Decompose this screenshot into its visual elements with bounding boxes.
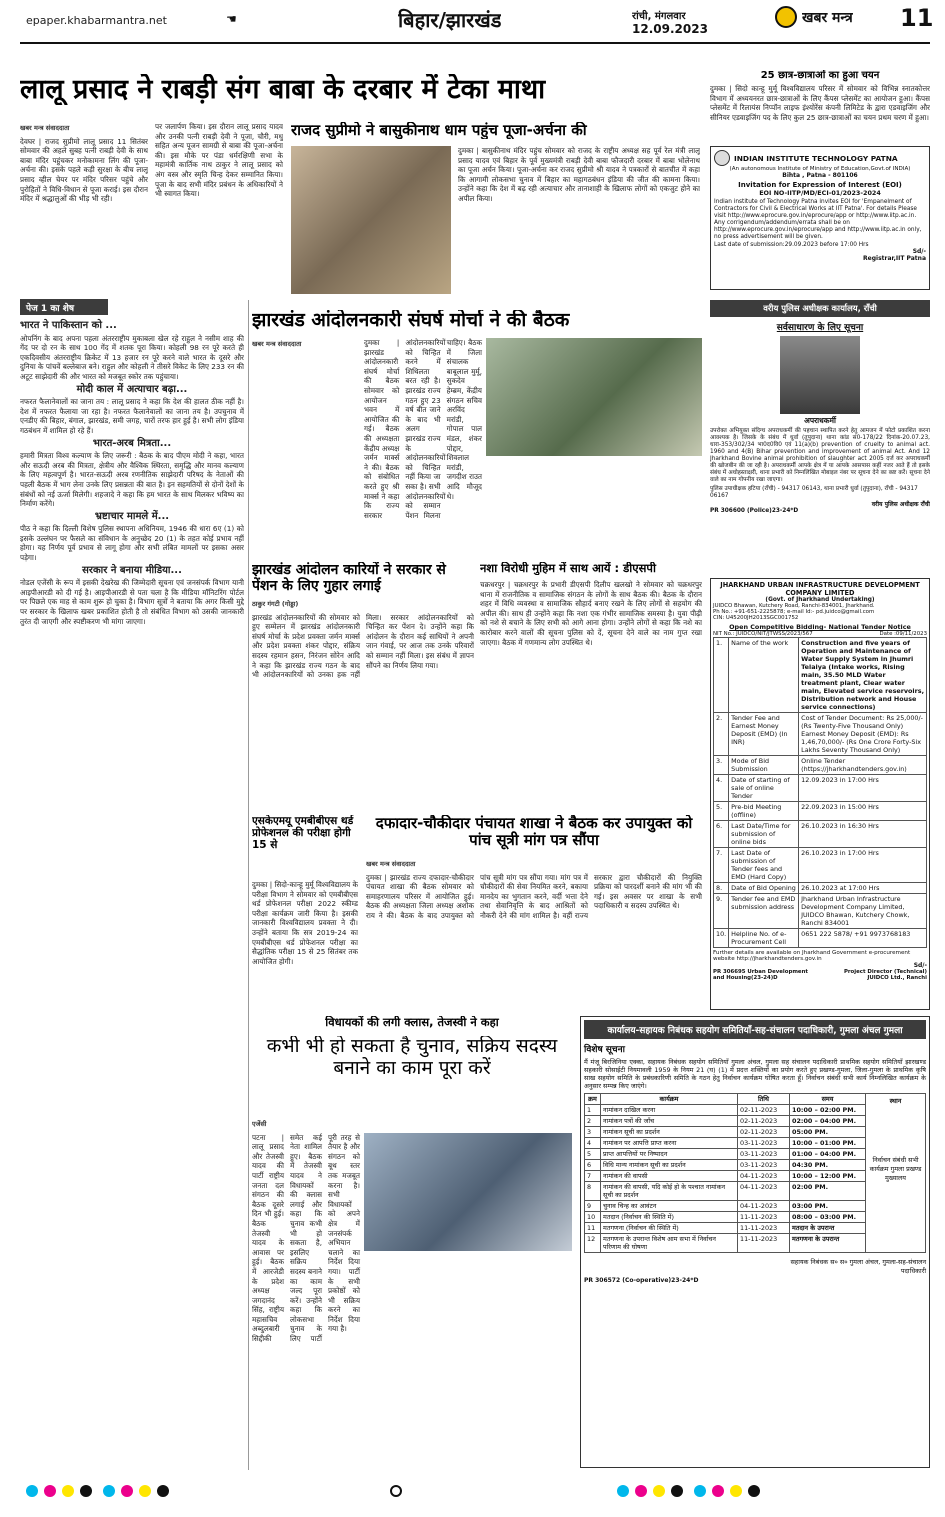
sahkari-cell: 2 <box>585 1116 601 1127</box>
sahkari-table-row <box>585 1182 866 1201</box>
dafadar-text: दुमका | झारखंड राज्य दफादार-चौकीदार पंचायत शाखा की बैठक सोमवार को समाहरणालय परिसर में आयोजित हुई। बैठक की अध्यक्षता जिला अध्यक्ष अशोक राय ने की। बैठक के बाद उपायुक्त को पांच सूत्री मांग पत्र सौंपा गया। मांग पत्र में चौकीदारों की सेवा नियमित करने, बकाया मानदेय का भुगतान करने, वर्दी भत्ता देने तथा सेवानिवृत्ति के बाद आश्रितों को नौकरी देने की मांग शामिल है। वहीं राज्य सरकार द्वारा चौकीदारों की नियुक्ति प्रक्रिया को पारदर्शी बनाने की मांग भी की गई। इस अवसर पर शाखा के सभी पदाधिकारी व सदस्य उपस्थित थे। <box>366 872 702 920</box>
jidco-table-row <box>714 775 927 802</box>
drugs-text: चक्रधरपुर | चक्रधरपुर के प्रभारी डीएसपी दिलीप खलखो ने सोमवार को चक्रधरपुर थाना में राजनीतिक व सामाजिक संगठन के लोगों के साथ बैठक की। बैठक के दौरान शहर में विधि व्यवस्था व सामाजिक सौहार्द बनाए रखने के लिए लोगों से सहयोग की अपील की। साथ ही उन्होंने कहा कि नशा एक गंभीर सामाजिक समस्या है। युवा पीढ़ी को नशे से बचाने के लिए सभी को आगे आना होगा। उन्होंने लोगों से कहा कि नशे का कारोबार करने वालों की सूचना पुलिस को दें, सूचना देने वाले का नाम गुप्त रखा जाएगा। बैठक में गणमान्य लोग उपस्थित थे। <box>480 580 702 647</box>
registration-mark-icon <box>390 1485 402 1497</box>
dafadar-byline: खबर मन्त्र संवाददाता <box>366 860 416 868</box>
jidco-cell: 5. <box>714 802 729 821</box>
sahkari-table-row <box>585 1116 866 1127</box>
iit-name: INDIAN INSTITUTE TECHNOLOGY PATNA <box>734 153 898 163</box>
jidco-cell: 26.10.2023 at 17:00 Hrs <box>799 883 927 894</box>
police-notice <box>710 300 930 572</box>
jidco-cell: Mode of Bid Submission <box>729 756 799 775</box>
footer-color-bar <box>26 1482 922 1502</box>
sahkari-cell: 02-11-2023 <box>738 1116 790 1127</box>
jidco-cin: CIN: U45200JH2013SGC001752 <box>713 615 799 621</box>
sahkari-cell: 3 <box>585 1127 601 1138</box>
police-contact: पुलिस उपाधीक्षक हटिया (राँची) - 94317 06143, थाना प्रभारी धुर्वा (तुपुदाना), राँची - 94317 06167 <box>710 486 918 499</box>
jidco-cell: 0651 222 5878/ +91 9973768183 <box>799 929 927 948</box>
sahkari-table-row <box>585 1201 866 1212</box>
tejashwi-headline: कभी भी हो सकता है चुनाव, सक्रिय सदस्य बनाने का काम पूरा करें <box>266 1036 558 1079</box>
jidco-sign: Sd/- <box>913 962 927 969</box>
sahkari-cell: 04-11-2023 <box>738 1171 790 1182</box>
jidco-table-row <box>714 894 927 929</box>
cont-text-3: हमारी मित्रता विश्व कल्याण के लिए जरूरी : बैठक के बाद पीएम मोदी ने कहा, भारत और सऊदी अरब की मित्रता, क्षेत्रीय और वैश्विक स्थिरता, समृद्धि और मानव कल्याण के लिए महत्वपूर्ण है। भारत-सऊदी अरब रणनीतिक साझेदारी परिषद के नेताओं की पहली बैठक में भाग लेना उनके लिए प्रसन्नता की बात है। इन सहमतियों से दोनों देशों के संबंधों को नई ऊर्जा मिलेगी। शहजादे ने कहा कि हम भारत के साथ मिलकर भविष्य का निर्माण करेंगे। <box>20 451 244 509</box>
campus-headline: 25 छात्र-छात्राओं का हुआ चयन <box>760 70 880 81</box>
sahkari-cell: 9 <box>585 1201 601 1212</box>
sahkari-table-row <box>585 1105 866 1116</box>
jidco-cell: 2. <box>714 713 729 756</box>
issue-date: 12.09.2023 <box>632 22 708 36</box>
sahkari-cell: नामांकन की वापसी, यदि कोई हो के पश्चात नामांकन सूची का प्रदर्शन <box>601 1182 738 1201</box>
brand-logo-icon <box>775 6 797 28</box>
sahkari-cell: 10:00 – 02:00 PM. <box>790 1105 866 1116</box>
iit-sign: Sd/- <box>912 248 926 255</box>
sahkari-cell: 11-11-2023 <box>738 1212 790 1223</box>
sahkari-cell: विधि मान्य नामांकन सूची का प्रदर्शन <box>601 1160 738 1171</box>
lead-headline: लालू प्रसाद ने राबड़ी संग बाबा के दरबार में टेका माथा <box>20 74 546 105</box>
iit-body: Indian institute of Technology Patna invites EOI for 'Empanelment of Contractors for Civil & Electrical Works at IIT Patna'. For details Please visit http://www.eprocure.gov.in/eprocure/app or http://www.iitp.ac.in. Any corrigendum/addendum/errata shall be on http://www.eprocure.gov.in/eprocure/app and http://www.iitp.ac.in only, no press advertisement will be given. <box>714 199 922 240</box>
jidco-table-row <box>714 883 927 894</box>
sahkari-place: स्थान निर्वाचन संबंधी सभी कार्यक्रम गुमला प्रखण्ड मुख्यालय <box>866 1093 926 1253</box>
jidco-date: Date :09/11/2023 <box>879 631 927 637</box>
sahkari-sign: सहायक निबंधक स० स० गुमला अंचल, गुमला-सह-संचालन पदाधिकारी <box>790 1258 926 1275</box>
sangharsh-text: दुमका | झारखंड आंदोलनकारी संघर्ष मोर्चा की बैठक सोमवार को आयोजन भवन में आयोजित की गई। बैठक की अध्यक्षता केंद्रीय अध्यक्ष जर्मन मार्क्स ने की। बैठक को संबोधित करते हुए श्री मार्क्स ने कहा कि राज्य सरकार आंदोलनकारियों को चिन्हित करने में शिथिलता बरत रही है। झारखंड राज्य गठन हुए 23 वर्ष बीत जाने के बाद भी अलग झारखंड राज्य के आंदोलनकारियों को चिन्हित नहीं किया जा सका है। सभी आंदोलनकारियों को सम्मान पेंशन मिलना चाहिए। बैठक में जिला संचालक बाबूलाल मुर्मू, सुकदेव हेम्ब्रम, केंद्रीय संगठन सचिव अरविंद मरांडी, गोपाल पाल मंडल, शंकर पोद्दार, शिवलाल मरांडी, जगदीश राउत आदि मौजूद थे। <box>364 338 482 520</box>
sahkari-cell: 03-11-2023 <box>738 1149 790 1160</box>
cont-title-5: सरकार ने बनाया मीडिया... <box>82 564 182 576</box>
police-text: उपरोक्त अभियुक्त संदिग्ध अपराधकर्मी की पहचान स्थापित करने हेतु आमजन में फोटो प्रकाशित करना आवश्यक है। जिसके के संबंध में धुर्वा (तुपुदाना) थाना कांड सं0-178/22 दिनांक-20.07.23, धारा-353/302/34 भा0द0वि0 एवं 11(a)(b) prevention of cruelty to animal act. 1960 and 4(B) Bihar prevention and improvement of animal Act. And 12 Jharkhand Bovine animal prohibition of slaughter act 2005 दर्ज कर अपराधकर्मी की खोजबीन की जा रही है। अपराधकर्मी आपके क्षेत्र में या आपके आसपास कहीं नजर आते हैं तो इसके संबंध में अधोहस्ताक्षरी, थाना प्रभारी को निम्नलिखित मोबाइल नंबर पर सूचना देने का कष्ट करें। सूचना देने वाले का नाम गोपनीय रखा जाएगा। <box>710 428 930 483</box>
sahkari-cell: 7 <box>585 1171 601 1182</box>
iit-place: Bihta , Patna - 801106 <box>782 172 858 179</box>
iit-ad <box>710 146 930 290</box>
sahkari-cell: 5 <box>585 1149 601 1160</box>
accused-photo <box>780 336 860 414</box>
sahkari-cell: 11 <box>585 1223 601 1234</box>
pension-headline: झारखंड आंदोलन कारियों ने सरकार से पेंशन के लिए गुहार लगाई <box>252 562 446 595</box>
jidco-cell: Last Date of submission of Tender fees and EMD (Hard Copy) <box>729 848 799 883</box>
sahkari-cell: 11-11-2023 <box>738 1234 790 1253</box>
sahkari-table <box>584 1093 866 1253</box>
sahkari-notice-title: विशेष सूचना <box>584 1045 625 1055</box>
sahkari-table-row <box>585 1127 866 1138</box>
jidco-cell: 3. <box>714 756 729 775</box>
sahkari-cell: 04:30 PM. <box>790 1160 866 1171</box>
jidco-tender <box>710 578 930 1010</box>
jidco-cell: 26.10.2023 in 17:00 Hrs <box>799 848 927 883</box>
sahkari-cell: मतगणना (निर्वाचन की स्थिति में) <box>601 1223 738 1234</box>
jidco-cell: Online Tender (https://jharkhandtenders.gov.in) <box>799 756 927 775</box>
sahkari-cell: प्राप्त आपत्तियों पर निष्पादन <box>601 1149 738 1160</box>
sahkari-header-cell: समय <box>790 1094 866 1105</box>
sahkari-cell: 11-11-2023 <box>738 1223 790 1234</box>
mbbs-headline: एसकेएमयू एमबीबीएस थर्ड प्रोफेशनल की परीक्षा होगी 15 से <box>252 815 354 852</box>
jidco-table-row <box>714 638 927 713</box>
jidco-cell: 22.09.2023 in 15:00 Hrs <box>799 802 927 821</box>
sahkari-text: मैं मंजू बिरजिनिया एक्का, सहायक निबंधक सहयोग समितियाँ गुमला अंचल, गुमला सह संचालन पदाधिकारी प्राथमिक सहयोग समितियाँ झारखण्ड सहकारी सोसाईटी नियमावली 1959 के नियम 21 (घ) (1) में प्रदत्त शक्तियों का प्रयोग करते हुए प्रखण्ड-गुमला, जिला-गुमला के प्राथमिक कृषि साख सहयोग समिति के प्रबंधकारिणी समिति के गठन हेतु निर्वाचन कार्यक्रम घोषित करता हूँ। निर्वाचन संबंधी सभी कार्य निम्नलिखित कार्यक्रम के अनुसार सम्पन्न किए जाएंगे। <box>584 1058 926 1090</box>
jidco-cell: Tender Fee and Earnest Money Deposit (EMD) (In INR) <box>729 713 799 756</box>
jidco-pd: Project Director (Technical) JUIDCO Ltd., Ranchi <box>843 969 927 981</box>
sahkari-cell: 05:00 PM. <box>790 1127 866 1138</box>
iit-logo-icon <box>714 150 730 166</box>
jidco-contact: Ph No.: +91-651-2225878; e-mail Id:- pd.juidco@gmail.com <box>713 609 875 615</box>
lead-sub-text: दुमका | बासुकीनाथ मंदिर पहुंच सोमवार को राजद के राष्ट्रीय अध्यक्ष सह पूर्व रेल मंत्री लालू प्रसाद यादव एवं बिहार के पूर्व मुख्यमंत्री राबड़ी देवी बाबा फौजदारी दरबार में बाबा भोलेनाथ का पूजा अर्चन किया। पूजा-अर्चना कर राजद सुप्रीमो श्री यादव ने पत्रकारों से बातचीत में कहा कि आगामी लोकसभा चुनाव में बिहार का महागठबंधन इंडिया की जीत की कामना किया। उन्होंने कहा कि देश में बढ़ रही अत्याचार और तानाशाही के खिलाफ लोगों को एकजुट होने का अपील किया। <box>458 146 700 203</box>
sangharsh-byline: खबर मन्त्र संवाददाता <box>252 340 302 348</box>
sahkari-cell: मतगणना के उपरान्त विशेष आम सभा में निर्वाचन परिणाम की घोषणा <box>601 1234 738 1253</box>
iit-sub: (An autonomous Institute of Ministry of Education,Govt.of INDIA) <box>729 166 911 172</box>
jidco-cell: 1. <box>714 638 729 713</box>
cursor-icon: ☚ <box>226 12 237 26</box>
iit-ref: EOI NO-IITP/MD/ECI-01/2023-2024 <box>759 189 881 197</box>
cont-title-2: मोदी काल में अत्याचार बढ़ा... <box>76 383 188 395</box>
police-pr: PR 306600 (Police)23-24*D <box>710 508 799 514</box>
sahkari-table-row <box>585 1212 866 1223</box>
sahkari-cell: 02:00 PM. <box>790 1182 866 1201</box>
police-notice-title: सर्वसाधारण के लिए सूचना <box>776 323 864 333</box>
campus-text: दुमका | सिदो कान्हू मुर्मू विश्वविद्यालय परिसर में सोमवार को विभिन्न स्नातकोत्तर विभाग में अध्ययनरत छात्र-छात्राओं के लिए कैंपस प्लेसमेंट का आयोजन हुआ। कैंपस प्लेसमेंट में रिलायंस निप्पॉन लाइफ इंश्योरेंस कंपनी लिमिटेड के द्वारा एडवाइजिंग और सीनियर एडवाइजिंग पद के लिए कुल 25 छात्र-छात्राओं का चयन प्रथम चरण में हुआ। <box>710 84 930 122</box>
sangharsh-headline: झारखंड आंदोलनकारी संघर्ष मोर्चा ने की बैठक <box>252 310 570 331</box>
pension-text: झारखंड आंदोलनकारियों की सोमवार को हुए सम्मेलन में झारखंड आंदोलनकारी संघर्ष मोर्चा के प्रदेश प्रवक्ता जर्मन मार्क्स और प्रदेश प्रवक्ता शंकर पोद्दार, संक्रिय सदस्य रहमान हसन, निरंजन सोरेन आदि ने कहा कि झारखंड राज्य गठन के बाद भी आंदोलनकारियों को उनका हक नहीं मिला। सरकार आंदोलनकारियों को चिन्हित कर पेंशन दे। उन्होंने कहा कि आंदोलन के दौरान कई साथियों ने अपनी जान गंवाई, पर आज तक उनके परिवारों को सम्मान नहीं मिला। इस संबंध में ज्ञापन सौंपने का निर्णय लिया गया। <box>252 612 474 680</box>
sahkari-cell: 01:00 – 04:00 PM. <box>790 1149 866 1160</box>
sahkari-pr: PR 306572 (Co-operative)23-24*D <box>584 1277 699 1284</box>
jidco-title: Open Competitive Bidding- National Tender Notice <box>729 623 911 631</box>
sahkari-table-row <box>585 1149 866 1160</box>
page-number: 11 <box>900 4 934 32</box>
sahkari-header-cell: तिथि <box>738 1094 790 1105</box>
lead-byline: खबर मन्त्र संवाददाता <box>20 124 70 132</box>
lead-photo <box>291 146 451 294</box>
sahkari-table-row <box>585 1138 866 1149</box>
jidco-addr: JUIDCO Bhawan, Kutchery Road, Ranchi-834001, Jharkhand. <box>713 603 875 609</box>
tejashwi-text: पटना | लालू प्रसाद और तेजस्वी यादव की पार्टी राष्ट्रीय जनता दल संगठन की बैठक दूसरे दिन भी हुई। बैठक तेजस्वी यादव के आवास पर हुई। बैठक में आरजेडी के प्रदेश अध्यक्ष जगदानंद सिंह, राष्ट्रीय महासचिव अब्दुलबारी सिद्दीकी समेत कई नेता शामिल हुए। बैठक में तेजस्वी यादव ने विधायकों की क्लास लगाई और कहा कि चुनाव कभी भी हो सकता है, इसलिए सक्रिय सदस्य बनाने का काम जल्द पूरा करें। उन्होंने कहा कि लोकसभा चुनाव के लिए पार्टी पूरी तरह से तैयार है और संगठन को बूथ स्तर तक मजबूत करना है। सभी विधायकों को अपने क्षेत्र में जनसंपर्क अभियान चलाने का निर्देश दिया गया। पार्टी के सभी प्रकोष्ठों को भी सक्रिय करने का निर्देश दिया गया है। <box>252 1132 360 1344</box>
dafadar-story <box>366 858 702 1010</box>
cont-text-5: नोडल एजेंसी के रूप में इसकी देखरेख की जिम्मेदारी सूचना एवं जनसंपर्क विभाग यानी आइपीआरडी को दी गई है। आइपीआरडी से पता चला है कि मीडिया मॉनिटरिंग पोर्टल पर पिछले एक माह से काम शुरू हो चुका है। विभाग सूत्रों ने बताया कि अगर किसी मुद्दे पर सरकार के खिलाफ खबर प्रकाशित होती है तो संबंधित विभाग को उसकी जानकारी तुरंत दी जाएगी और स्पष्टीकरण भी मांगा जाएगा। <box>20 578 244 626</box>
jidco-cell: 12.09.2023 in 17:00 Hrs <box>799 775 927 802</box>
tejashwi-photo <box>364 1133 572 1251</box>
sahkari-place-header: स्थान <box>889 1097 902 1105</box>
continuation-column <box>20 318 244 1468</box>
sangharsh-story <box>252 338 702 558</box>
sahkari-cell: 12 <box>585 1234 601 1253</box>
sahkari-cell: 02-11-2023 <box>738 1127 790 1138</box>
sahkari-notice <box>580 1016 930 1468</box>
sahkari-cell: चुनाव चिन्ह का आवंटन <box>601 1201 738 1212</box>
sahkari-cell: 10 <box>585 1212 601 1223</box>
sahkari-office: कार्यालय-सहायक निबंधक सहयोग समितियाँ-सह-संचालन पदाधिकारी, गुमला अंचल गुमला <box>584 1020 926 1039</box>
cont-text-4: पीठ ने कहा कि दिल्ली विशेष पुलिस स्थापना अधिनियम, 1946 की धारा 6ए (1) को इसके उल्लंघन पर फैसले का संविधान के अनुच्छेद 20 (1) के तहत कोई प्रभाव नहीं होगा। यह निर्णय पूर्व प्रभाव से लागू होगा और सभी लंबित मामलों पर इसका असर पड़ेगा। <box>20 524 244 563</box>
sahkari-header-cell: क्रम <box>585 1094 601 1105</box>
sahkari-cell: 4 <box>585 1138 601 1149</box>
sangharsh-photo <box>486 338 702 456</box>
jidco-cell: 4. <box>714 775 729 802</box>
jidco-cell: Helpline No. of e-Procurement Cell <box>729 929 799 948</box>
sahkari-cell: नामांकन की वापसी <box>601 1171 738 1182</box>
pension-story <box>252 598 474 808</box>
sahkari-cell: नामांकन दाखिल करना <box>601 1105 738 1116</box>
sahkari-cell: 02-11-2023 <box>738 1105 790 1116</box>
jidco-cell: Jharkhand Urban Infrastructure Development Company Limited, JUIDCO Bhawan, Kutchery Chowk, Ranchi 834001 <box>799 894 927 929</box>
dafadar-headline: दफादार-चौकीदार पंचायत शाखा ने बैठक कर उपायुक्त को पांच सूत्री मांग पत्र सौंपा <box>375 815 693 850</box>
sahkari-table-row <box>585 1160 866 1171</box>
sahkari-cell: 03-11-2023 <box>738 1138 790 1149</box>
sahkari-cell: नामांकन सूची का प्रदर्शन <box>601 1127 738 1138</box>
sahkari-cell: 04-11-2023 <box>738 1201 790 1212</box>
sahkari-cell: 08:00 – 03:00 PM. <box>790 1212 866 1223</box>
jidco-cell: Name of the work <box>729 638 799 713</box>
brand-name: खबर मन्त्र <box>802 10 853 26</box>
sahkari-cell: 03-11-2023 <box>738 1160 790 1171</box>
sahkari-cell: मतदान के उपरान्त <box>790 1223 866 1234</box>
sahkari-cell: 6 <box>585 1160 601 1171</box>
lead-text-1: देवघर | राजद सुप्रीमो लालू प्रसाद 11 सितंबर सोमवार की अहले सुबह पत्नी राबड़ी देवी के साथ बाबा मंदिर पहुंचकर मनोकामना लिंग की पूजा-अर्चना की। इसके पहले कड़ी सुरक्षा के बीच लालू प्रसाद व्हील चेयर पर मंदिर परिसर पहुंचे और पुरोहितों ने विधि-विधान से पूजा कराई। इस दौरान मंदिर में श्रद्धालुओं की भीड़ भी रही। <box>20 136 148 204</box>
sahkari-cell: 02:00 – 04:00 PM. <box>790 1116 866 1127</box>
jidco-cell: Date of Bid Opening <box>729 883 799 894</box>
sahkari-table-row <box>585 1171 866 1182</box>
jidco-cell: Construction and five years of Operation and Maintenance of Water Supply System in Jhumri Telaiya (Intake works, Rising main, 35.50 MLD Water treatment plant, Clear water main, Elevated service reservoirs, Distribution network and House service connections) <box>799 638 927 713</box>
sahkari-cell: 04-11-2023 <box>738 1182 790 1201</box>
masthead <box>0 0 945 56</box>
cont-title-3: भारत-अरब मित्रता... <box>92 437 172 449</box>
lead-story-col2 <box>155 122 283 294</box>
jidco-nit: NIT No.: JUIDCO/NIT/JTWSS/2023/567 <box>713 631 813 637</box>
police-office: वरीय पुलिस अधीक्षक कार्यालय, राँची <box>710 300 930 317</box>
tejashwi-kicker: विधायकों की लगी क्लास, तेजस्वी ने कहा <box>325 1016 499 1029</box>
police-sign: वरीय पुलिस अधीक्षक राँची <box>871 501 930 508</box>
jidco-name: JHARKHAND URBAN INFRASTRUCTURE DEVELOPMENT COMPANY LIMITED <box>720 581 920 597</box>
sahkari-cell: 03:00 PM. <box>790 1201 866 1212</box>
iit-last-date: Last date of submission:29.09.2023 before 17:00 Hrs <box>714 242 869 248</box>
jidco-pr: PR 306695 Urban Development and Housing(23-24)D <box>713 969 809 981</box>
cont-text-2: नफरत फैलानेवालों का जाना तय : लालू प्रसाद ने कहा कि देश की हालत ठीक नहीं है। देश में नफरत फैलाया जा रहा है। नफरत फैलानेवालों का जाना तय है। उपचुनाव में एनडीए की बिहार, बंगाल, झारखंड, समी जगह, चारों तरफ हार हुई है। सभी लोग इंडिया गठबंधन में शामिल हो रहे हैं। <box>20 397 244 435</box>
iit-title: Invitation for Expression of Interest (EOI) <box>738 181 902 189</box>
mbbs-text: दुमका | सिदो-कान्हू मुर्मू विश्वविद्यालय के परीक्षा विभाग ने सोमवार को एमबीबीएस थर्ड प्रोफेशनल परीक्षा 2022 स्कीम्ड परीक्षा कार्यक्रम जारी किया है। इसकी जानकारी विश्वविद्यालय प्रवक्ता ने दी। उन्होंने बताया कि सत्र 2019-24 का एमबीबीएस थर्ड प्रोफेशनल परीक्षा का सैद्धांतिक परीक्षा 15 से 25 सितंबर तक आयोजित होगी। <box>252 880 358 966</box>
sahkari-header-cell: कार्यक्रम <box>601 1094 738 1105</box>
jidco-table-row <box>714 929 927 948</box>
jidco-table-row <box>714 713 927 756</box>
lead-story-col1 <box>20 122 148 294</box>
sahkari-cell: 10:00 – 12:00 PM. <box>790 1171 866 1182</box>
cont-title-1: भारत ने पाकिस्तान को ... <box>20 320 117 331</box>
sahkari-header-row <box>585 1094 866 1105</box>
tejashwi-story <box>252 1118 572 1466</box>
jidco-cell: 7. <box>714 848 729 883</box>
jidco-cell: Tender fee and EMD submission address <box>729 894 799 929</box>
cont-title-4: भ्रष्टाचार मामले में... <box>94 510 170 522</box>
jidco-cell: Pre-bid Meeting (offline) <box>729 802 799 821</box>
pension-byline: ठाकुर गंगटी (गोड्डा) <box>252 600 299 608</box>
sahkari-cell: नामांकन पत्रों की जाँच <box>601 1116 738 1127</box>
cont-text-1: ओपनिंग के बाद अपना पहला अंतरराष्ट्रीय मुकाबला खेल रहे राहुल ने नसीम शाह की गेंद पर दो रन के साथ 100 गेंद में शतक पूरा किया। कोहली 98 रन पूरे करते ही एकदिवसीय अंतरराष्ट्रीय क्रिकेट में 13 हजार रन पूरे करने वाले भारत के दूसरे और दुनिया के पांचवें बल्लेबाज बने। राहुल और कोहली ने तीसरे विकेट के लिए 233 रन की अटूट साझेदारी की और भारत को मजबूत स्कोर तक पहुंचाया। <box>20 333 244 381</box>
jidco-table <box>713 637 927 948</box>
sahkari-cell: नामांकन पर आपत्ति प्राप्त करना <box>601 1138 738 1149</box>
tejashwi-byline: एजेंसी <box>252 1120 267 1128</box>
sahkari-cell: 10:00 – 01:00 PM. <box>790 1138 866 1149</box>
jidco-footer: Further details are available on Jharkhand Government e-procurement website http://jharkhandtenders.gov.in <box>713 950 911 962</box>
sahkari-cell: 1 <box>585 1105 601 1116</box>
section-label: बिहार/झारखंड <box>398 8 502 32</box>
jidco-table-row <box>714 802 927 821</box>
site-url[interactable]: epaper.khabarmantra.net <box>26 14 167 27</box>
jidco-cell: 10. <box>714 929 729 948</box>
sahkari-cell: मतदान (निर्वाचन की स्थिति में) <box>601 1212 738 1223</box>
accused-caption: अपराधकर्मी <box>804 416 836 425</box>
jidco-cell: 9. <box>714 894 729 929</box>
jidco-cell: Date of starting of sale of online Tender <box>729 775 799 802</box>
jidco-cell: Last Date/Time for submission of online bids <box>729 821 799 848</box>
sahkari-table-row <box>585 1234 866 1253</box>
jidco-table-row <box>714 848 927 883</box>
jidco-cell: 6. <box>714 821 729 848</box>
lead-sub-headline: राजद सुप्रीमो ने बासुकीनाथ धाम पहुंच पूजा-अर्चना की <box>291 122 587 139</box>
lead-text-2: पर जलार्पण किया। इस दौरान लालू प्रसाद यादव और उनकी पत्नी राबड़ी देवी ने पूजा, चौरी, मधु सहित अन्य पूजन सामग्री से बाबा की पूजा-अर्चना की। इस मौके पर पंडा धर्मरक्षिणी सभा के महामंत्री कार्तिक नाथ ठाकुर ने लालू प्रसाद को अंग वस्त्र और स्मृति चिन्ह देकर सम्मानित किया। पूजा के बाद सभी मंदिर प्रबंधन के अधिकारियों ने भी स्वागत किया। <box>155 122 283 199</box>
continuation-label: पेज 1 का शेष <box>20 299 108 315</box>
jidco-cell: 8. <box>714 883 729 894</box>
jidco-table-row <box>714 821 927 848</box>
city-day: रांची, मंगलवार <box>632 11 686 22</box>
sahkari-cell: मतगणना के उपरान्त <box>790 1234 866 1253</box>
sahkari-table-row <box>585 1223 866 1234</box>
iit-registrar: Registrar,IIT Patna <box>863 255 926 262</box>
jidco-cell: 26.10.2023 in 16:30 Hrs <box>799 821 927 848</box>
jidco-sub: (Govt. of Jharkhand Undertaking) <box>765 597 875 603</box>
jidco-table-row <box>714 756 927 775</box>
drugs-headline: नशा विरोधी मुहिम में साथ आयें : डीएसपी <box>480 562 656 575</box>
sahkari-cell: 8 <box>585 1182 601 1201</box>
jidco-cell: Cost of Tender Document: Rs 25,000/- (Rs Twenty-Five Thousand Only) Earnest Money Deposit (EMD): Rs 1,46,70,000/- (Rs One Crore Forty-Six Lakhs Seventy Thousand Only) <box>799 713 927 756</box>
